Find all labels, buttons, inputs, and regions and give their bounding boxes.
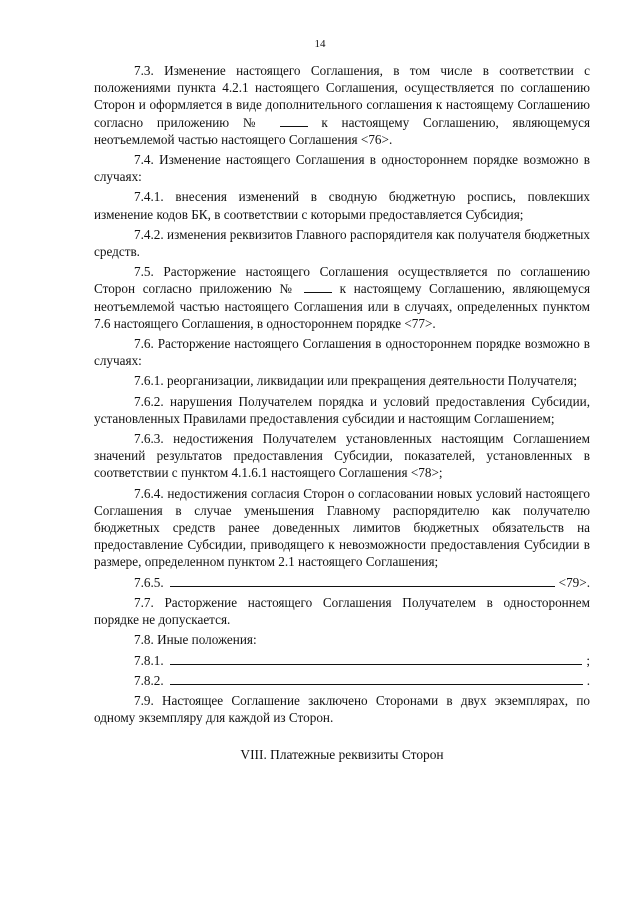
clause-7-7: 7.7. Расторжение настоящего Соглашения Получателем в одностороннем порядке не допускается.: [94, 594, 590, 628]
clause-7-3-text: 7.3. Изменение настоящего Соглашения, в том числе в соответствии с положениями пункта 4.2.1 настоящего Соглашения, осуществляется по соглашению Сторон и оформляется в виде дополнительного соглашения к настоящему Соглашению согласно приложению №: [94, 63, 590, 130]
document-body: [94, 62, 590, 764]
blank-appendix-number: [280, 116, 308, 127]
clause-7-8-2: [94, 672, 590, 689]
page-number: 14: [314, 38, 326, 50]
clause-7-8-2-suffix: .: [586, 672, 590, 688]
clause-7-5-tail: к настоящему Соглашению, являющемуся неотъемлемой частью настоящего Соглашения или в случаях, определенных пунктом 7.6 настоящего Соглашения, в одностороннем порядке <77>.: [94, 281, 591, 331]
blank-line: [170, 574, 555, 587]
blank-line: [170, 672, 583, 685]
clause-7-6-5-label: 7.6.5.: [134, 574, 164, 590]
clause-7-8-2-label: 7.8.2.: [134, 672, 164, 688]
clause-7-8-1-label: 7.8.1.: [134, 652, 164, 668]
clause-7-4: 7.4. Изменение настоящего Соглашения в одностороннем порядке возможно в случаях:: [94, 152, 590, 185]
clause-7-6-4: 7.6.4. недостижения согласия Сторон о согласовании новых условий настоящего Соглашения в случае уменьшения Главному распорядителю как получателю бюджетных средств ранее доведенных лимитов бюджетных обязательств на предоставление Субсидии, приводящего к невозможности предоставления Субсидии в размере, определенном пунктом 2.1 настоящего Соглашения;: [94, 485, 590, 570]
clause-7-4-2: 7.4.2. изменения реквизитов Главного распорядителя как получателя бюджетных средств.: [94, 226, 590, 260]
clause-7-4-1: 7.4.1. внесения изменений в сводную бюджетную роспись, повлекших изменение кодов БК, в соответствии с которыми предоставляется Субсидия;: [94, 189, 590, 222]
blank-line: [170, 652, 583, 665]
clause-7-8: 7.8. Иные положения:: [134, 632, 257, 648]
section-title: VIII. Платежные реквизиты Сторон: [240, 747, 444, 763]
clause-7-6: 7.6. Расторжение настоящего Соглашения в одностороннем порядке возможно в случаях:: [94, 336, 590, 369]
blank-appendix-number: [304, 282, 332, 293]
clause-7-5: [94, 263, 590, 332]
clause-7-3: [94, 62, 590, 148]
clause-7-6-5: [94, 574, 590, 591]
clause-7-9: 7.9. Настоящее Соглашение заключено Сторонами в двух экземплярах, по одному экземпляру для каждой из Сторон.: [94, 692, 590, 726]
clause-7-6-2: 7.6.2. нарушения Получателем порядка и условий предоставления Субсидии, установленных Правилами предоставления субсидии и настоящим Соглашением;: [94, 393, 590, 426]
clause-7-6-1: 7.6.1. реорганизации, ликвидации или прекращения деятельности Получателя;: [134, 373, 577, 389]
clause-7-8-1-suffix: ;: [586, 652, 590, 668]
clause-7-5-text: 7.5. Расторжение настоящего Соглашения осуществляется по соглашению Сторон согласно приложению №: [94, 264, 590, 297]
clause-7-3-tail: к настоящему Соглашению, являющемуся неотъемлемой частью настоящего Соглашения <76>.: [94, 114, 591, 147]
clause-7-8-1: [94, 652, 590, 669]
clause-7-6-5-suffix: <79>.: [558, 574, 590, 590]
clause-7-6-3: 7.6.3. недостижения Получателем установленных настоящим Соглашением значений результатов предоставления Субсидии, показателей, установленных в соответствии с пунктом 4.1.6.1 настоящего Соглашения <78>;: [94, 431, 590, 481]
